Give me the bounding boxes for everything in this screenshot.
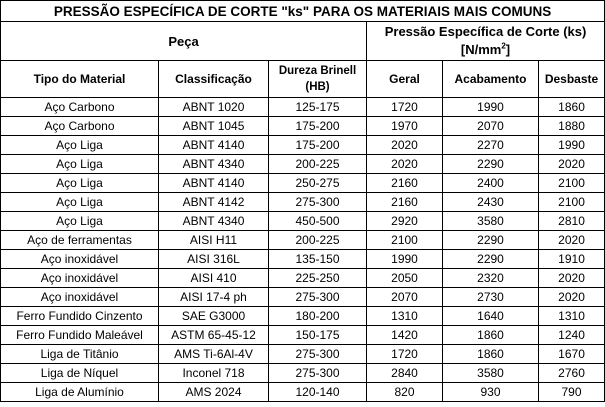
cell-geral: 2100	[367, 231, 443, 250]
table-row	[1, 383, 605, 402]
col-header-classificacao: Classificação	[159, 61, 269, 98]
ks-unit-prefix: [N/mm	[460, 42, 502, 57]
cell-tipo: Aço Liga	[1, 136, 159, 155]
cell-geral: 2920	[367, 212, 443, 231]
cell-tipo: Aço Liga	[1, 155, 159, 174]
col-header-tipo: Tipo do Material	[1, 61, 159, 98]
cell-dureza: 150-175	[269, 326, 367, 345]
cell-acabamento: 2320	[443, 269, 539, 288]
cell-dureza: 200-225	[269, 231, 367, 250]
cell-dureza: 175-200	[269, 136, 367, 155]
cell-dureza: 275-300	[269, 364, 367, 383]
cell-tipo: Aço Carbono	[1, 117, 159, 136]
cell-tipo: Liga de Alumínio	[1, 383, 159, 402]
cell-desbaste: 2020	[539, 269, 605, 288]
cell-desbaste: 2020	[539, 288, 605, 307]
cell-tipo: Aço Liga	[1, 174, 159, 193]
cell-desbaste: 790	[539, 383, 605, 402]
cell-dureza: 180-200	[269, 307, 367, 326]
cell-dureza: 275-300	[269, 288, 367, 307]
cell-desbaste: 2100	[539, 174, 605, 193]
cell-desbaste: 1990	[539, 136, 605, 155]
cell-geral: 2070	[367, 288, 443, 307]
cell-acabamento: 2400	[443, 174, 539, 193]
cell-acabamento: 2290	[443, 250, 539, 269]
cell-geral: 2160	[367, 174, 443, 193]
cell-desbaste: 2100	[539, 193, 605, 212]
cell-tipo: Ferro Fundido Cinzento	[1, 307, 159, 326]
cell-classificacao: ABNT 4140	[159, 136, 269, 155]
cell-geral: 820	[367, 383, 443, 402]
cell-tipo: Ferro Fundido Maleável	[1, 326, 159, 345]
cell-tipo: Aço Carbono	[1, 98, 159, 117]
cell-acabamento: 2730	[443, 288, 539, 307]
cell-acabamento: 3580	[443, 364, 539, 383]
cell-geral: 2840	[367, 364, 443, 383]
cell-classificacao: ABNT 4340	[159, 155, 269, 174]
cell-dureza: 250-275	[269, 174, 367, 193]
cell-acabamento: 2070	[443, 117, 539, 136]
ks-group-title: Pressão Específica de Corte (ks)	[384, 24, 587, 39]
cell-classificacao: AMS Ti-6Al-4V	[159, 345, 269, 364]
cell-geral: 2020	[367, 136, 443, 155]
col-header-geral: Geral	[367, 61, 443, 98]
cell-desbaste: 2020	[539, 155, 605, 174]
cell-acabamento: 1990	[443, 98, 539, 117]
cell-tipo: Aço inoxidável	[1, 288, 159, 307]
table-row	[1, 117, 605, 136]
ks-unit	[369, 41, 602, 59]
cell-classificacao: AISI 410	[159, 269, 269, 288]
cell-geral: 1990	[367, 250, 443, 269]
cell-tipo: Aço de ferramentas	[1, 231, 159, 250]
cell-desbaste: 2810	[539, 212, 605, 231]
cell-classificacao: ABNT 4340	[159, 212, 269, 231]
peca-group-header: Peça	[1, 22, 367, 61]
cell-classificacao: AISI 316L	[159, 250, 269, 269]
table-row	[1, 269, 605, 288]
table-row	[1, 364, 605, 383]
ks-group-header	[367, 22, 605, 61]
cell-tipo: Aço inoxidável	[1, 269, 159, 288]
cell-dureza: 135-150	[269, 250, 367, 269]
table-row	[1, 250, 605, 269]
cell-dureza: 200-225	[269, 155, 367, 174]
cell-geral: 1720	[367, 98, 443, 117]
table-row	[1, 98, 605, 117]
cell-classificacao: ABNT 1045	[159, 117, 269, 136]
cell-dureza: 125-175	[269, 98, 367, 117]
col-header-acabamento: Acabamento	[443, 61, 539, 98]
ks-unit-suffix: ]	[505, 42, 511, 57]
table-row	[1, 174, 605, 193]
cell-acabamento: 1640	[443, 307, 539, 326]
cell-classificacao: AISI H11	[159, 231, 269, 250]
cell-geral: 1310	[367, 307, 443, 326]
cell-geral: 2050	[367, 269, 443, 288]
cell-tipo: Aço Liga	[1, 212, 159, 231]
cell-geral: 1970	[367, 117, 443, 136]
group-header-row	[1, 22, 605, 61]
table-row	[1, 231, 605, 250]
cell-geral: 1420	[367, 326, 443, 345]
cell-acabamento: 930	[443, 383, 539, 402]
cell-desbaste: 1310	[539, 307, 605, 326]
cell-geral: 2160	[367, 193, 443, 212]
cell-acabamento: 2290	[443, 155, 539, 174]
cell-classificacao: AISI 17-4 ph	[159, 288, 269, 307]
cell-acabamento: 3580	[443, 212, 539, 231]
cell-acabamento: 2430	[443, 193, 539, 212]
cell-tipo: Liga de Titânio	[1, 345, 159, 364]
cell-acabamento: 1860	[443, 345, 539, 364]
cell-tipo: Aço Liga	[1, 193, 159, 212]
title-row	[1, 1, 605, 22]
cell-desbaste: 2020	[539, 231, 605, 250]
cell-desbaste: 1880	[539, 117, 605, 136]
table-row	[1, 307, 605, 326]
cell-dureza: 275-300	[269, 345, 367, 364]
cell-desbaste: 1860	[539, 98, 605, 117]
cell-classificacao: SAE G3000	[159, 307, 269, 326]
cell-dureza: 275-300	[269, 193, 367, 212]
cell-tipo: Aço inoxidável	[1, 250, 159, 269]
cell-classificacao: ABNT 4142	[159, 193, 269, 212]
cell-classificacao: ABNT 4140	[159, 174, 269, 193]
table-row	[1, 212, 605, 231]
cell-classificacao: AMS 2024	[159, 383, 269, 402]
cell-classificacao: Inconel 718	[159, 364, 269, 383]
cell-dureza: 120-140	[269, 383, 367, 402]
cell-dureza: 175-200	[269, 117, 367, 136]
cell-acabamento: 2290	[443, 231, 539, 250]
table-row	[1, 345, 605, 364]
cell-desbaste: 1670	[539, 345, 605, 364]
table-row	[1, 326, 605, 345]
table-row	[1, 288, 605, 307]
cell-geral: 1720	[367, 345, 443, 364]
cell-dureza: 450-500	[269, 212, 367, 231]
cell-acabamento: 2270	[443, 136, 539, 155]
col-header-desbaste: Desbaste	[539, 61, 605, 98]
cell-geral: 2020	[367, 155, 443, 174]
cell-desbaste: 1910	[539, 250, 605, 269]
table-row	[1, 155, 605, 174]
cell-tipo: Liga de Níquel	[1, 364, 159, 383]
table-row	[1, 193, 605, 212]
col-header-dureza: Dureza Brinell (HB)	[269, 61, 367, 98]
table-title: PRESSÃO ESPECÍFICA DE CORTE "ks" PARA OS MATERIAIS MAIS COMUNS	[1, 1, 605, 22]
cell-desbaste: 2760	[539, 364, 605, 383]
cell-dureza: 225-250	[269, 269, 367, 288]
table-row	[1, 136, 605, 155]
column-header-row	[1, 61, 605, 98]
cell-desbaste: 1240	[539, 326, 605, 345]
cell-classificacao: ABNT 1020	[159, 98, 269, 117]
ks-unit-exponent: 2	[501, 41, 506, 51]
cell-acabamento: 1860	[443, 326, 539, 345]
cell-classificacao: ASTM 65-45-12	[159, 326, 269, 345]
